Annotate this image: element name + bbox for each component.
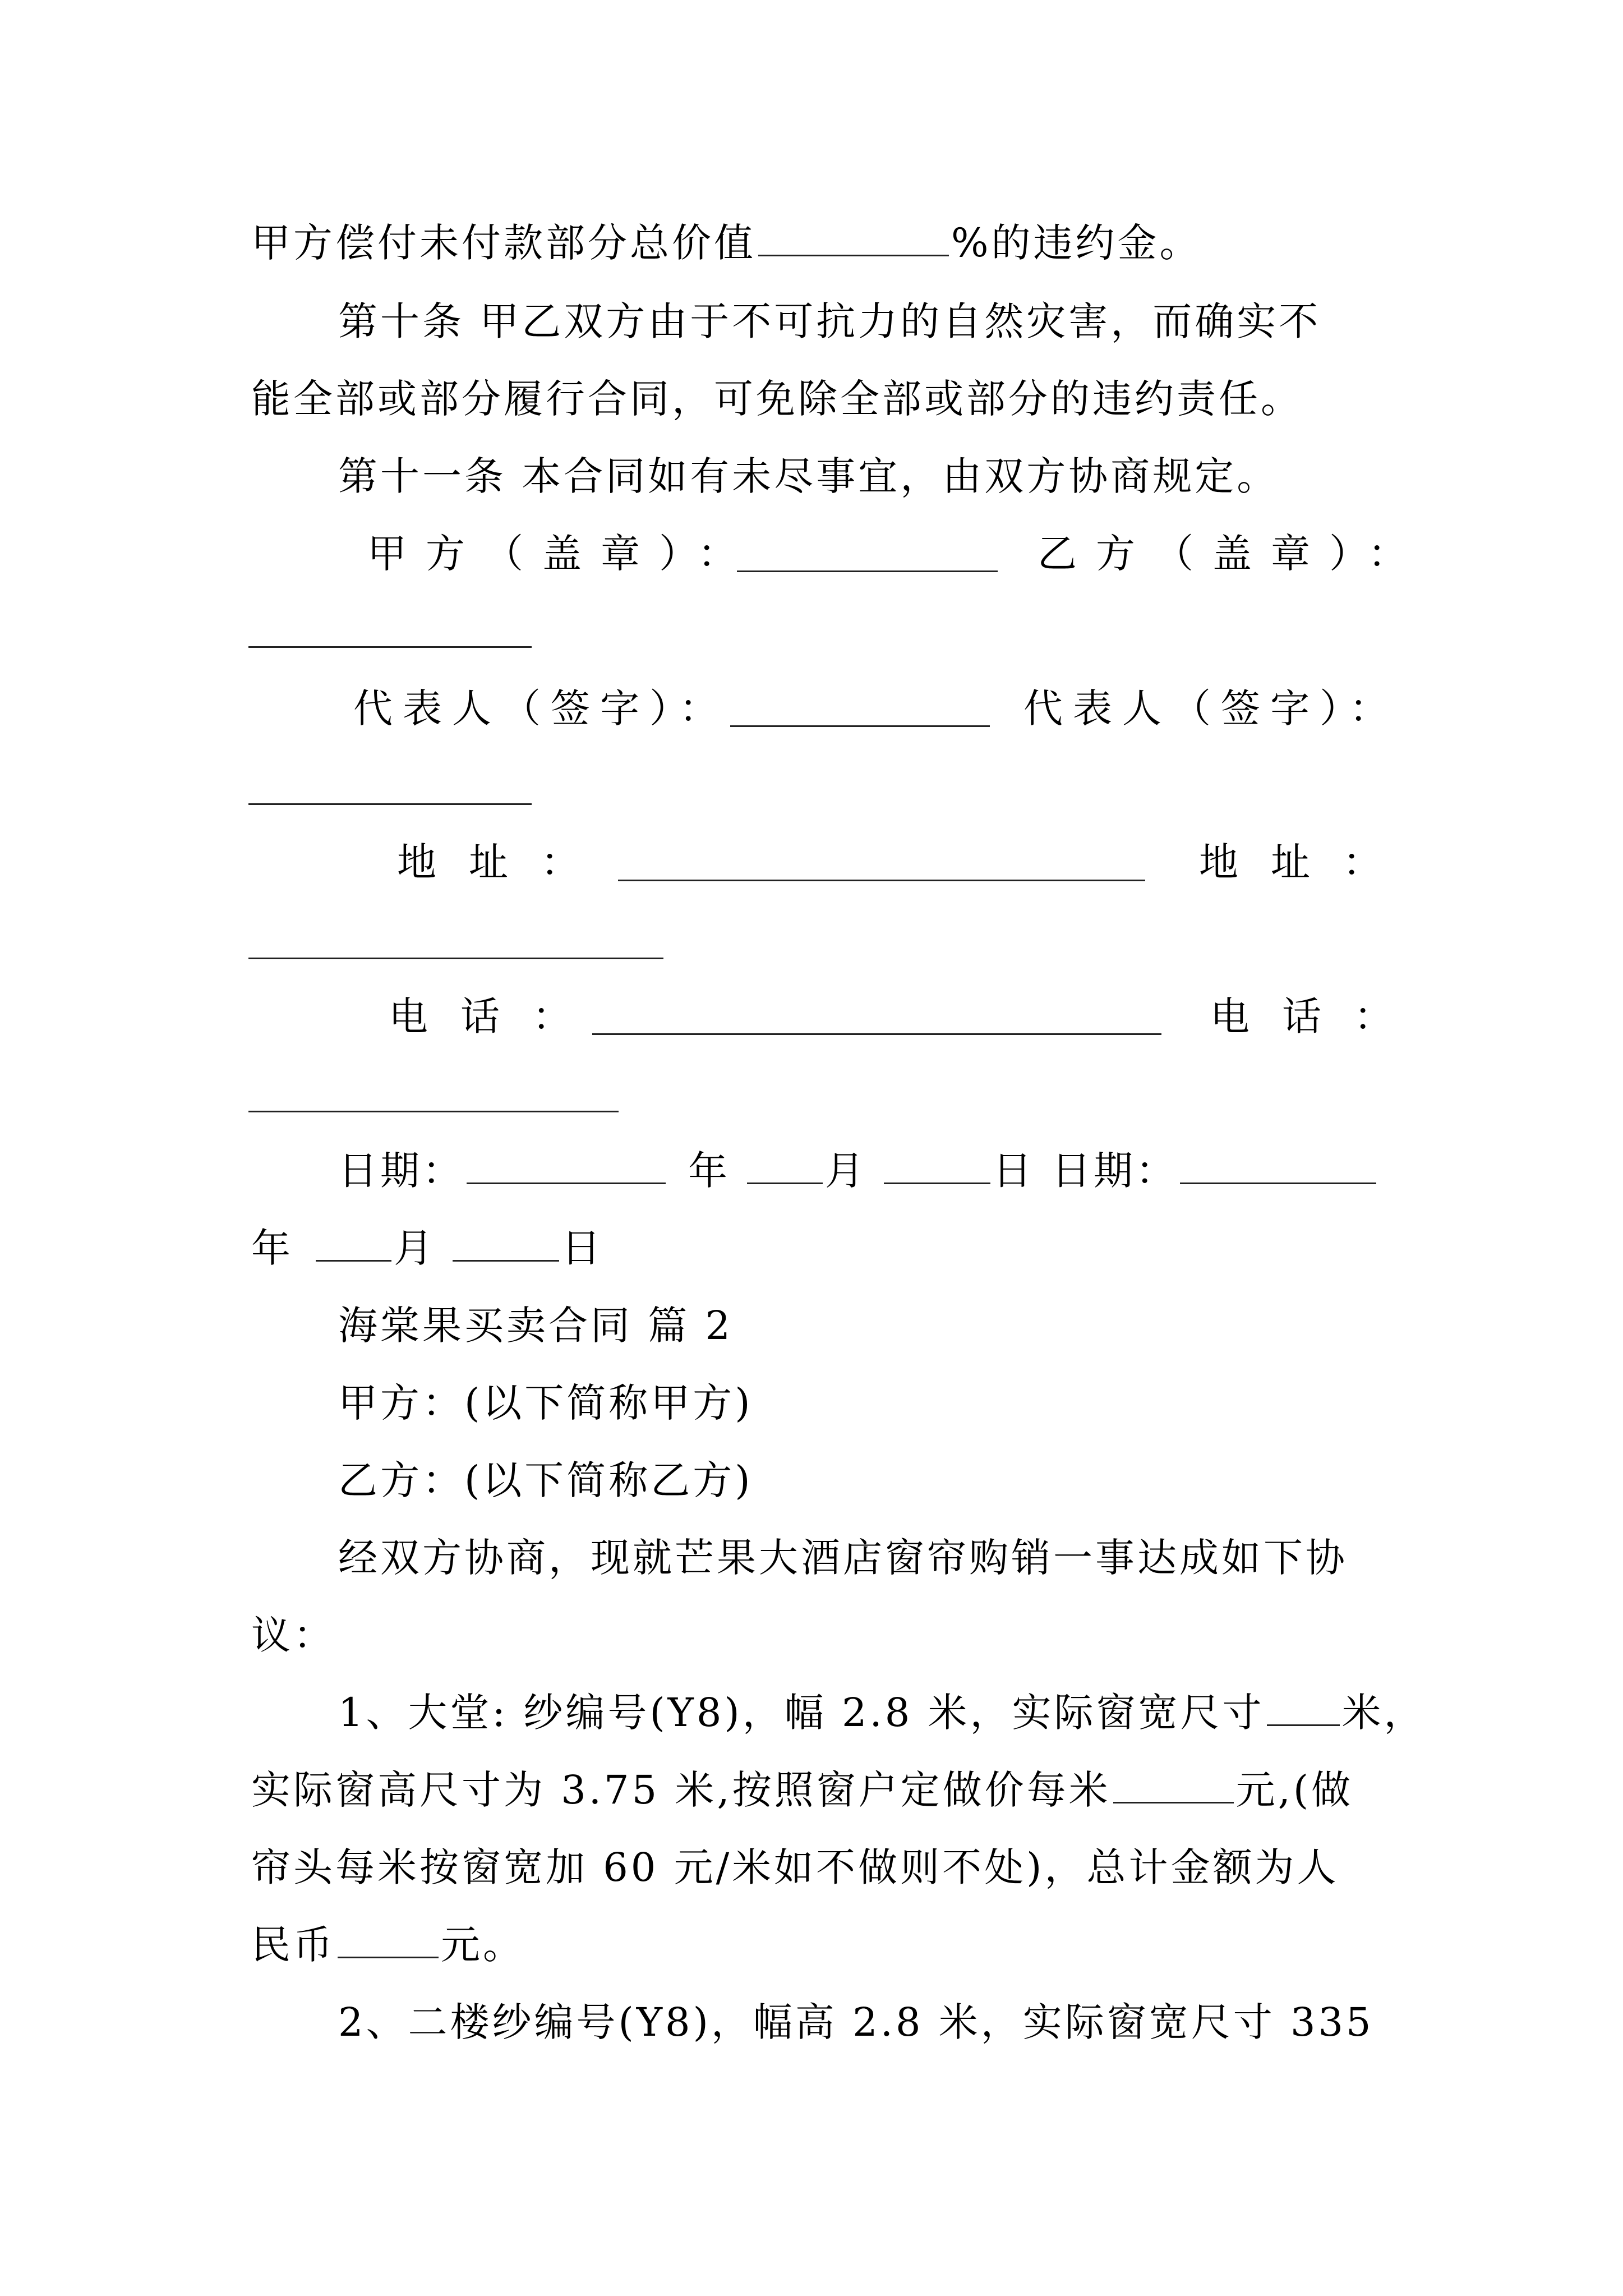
item-1-text-a: 1、大堂: 纱编号(Y8)，幅 2.8 米，实际窗宽尺寸 <box>338 1690 1265 1736</box>
address-b-label: 地址： <box>1199 839 1414 885</box>
section-2-party-a: 甲方：(以下简称甲方) <box>338 1380 753 1426</box>
intro-line-2: 议： <box>251 1612 335 1658</box>
article-10-line-2: 能全部或部分履行合同，可免除全部或部分的违约责任。 <box>251 376 1303 422</box>
blank-penalty-percent[interactable] <box>758 255 949 256</box>
date-b-year: 年 <box>251 1225 293 1271</box>
penalty-line <box>251 220 1202 266</box>
date-a-line <box>338 1148 1378 1194</box>
date-b-line <box>251 1225 603 1271</box>
party-b-seal-label: 乙方（盖章）： <box>1038 531 1426 577</box>
blank-date-a-day[interactable] <box>884 1182 990 1184</box>
item-1-text-d: 元,(做 <box>1235 1767 1354 1813</box>
article-10-line-1: 第十条 甲乙双方由于不可抗力的自然灾害，而确实不 <box>338 298 1321 344</box>
blank-date-b-year[interactable] <box>1180 1182 1376 1184</box>
section-2-party-b: 乙方：(以下简称乙方) <box>338 1457 753 1503</box>
blank-date-a-year[interactable] <box>467 1182 666 1184</box>
rep-b-label: 代表人（签字）： <box>1023 685 1399 731</box>
blank-phone-b[interactable] <box>248 1111 619 1112</box>
penalty-text: 甲方偿付未付款部分总价值 <box>251 220 756 266</box>
section-2-title: 海棠果买卖合同 篇 2 <box>338 1303 734 1349</box>
item-1-text-b: 米， <box>1341 1690 1426 1736</box>
item-1-line-3: 帘头每米按窗宽加 60 元/米如不做则不处)，总计金额为人 <box>251 1844 1339 1890</box>
blank-window-width[interactable] <box>1267 1724 1340 1726</box>
date-a-label: 日期： <box>338 1148 464 1194</box>
blank-date-b-day[interactable] <box>453 1260 559 1262</box>
item-1-text-f: 元。 <box>441 1922 525 1968</box>
blank-address-a[interactable] <box>618 880 1145 881</box>
phone-a-label: 电话： <box>389 993 604 1039</box>
date-b-day: 日 <box>561 1225 603 1271</box>
blank-rep-a[interactable] <box>730 725 990 727</box>
blank-date-a-month[interactable] <box>747 1182 823 1184</box>
item-1-text-c: 实际窗高尺寸为 3.75 米,按照窗户定做价每米 <box>251 1767 1111 1813</box>
blank-phone-a[interactable] <box>592 1033 1161 1035</box>
party-a-seal-label: 甲方（盖章）： <box>367 531 756 577</box>
date-a-year: 年 <box>688 1148 730 1194</box>
blank-date-b-month[interactable] <box>316 1260 391 1262</box>
date-a-day: 日 <box>993 1148 1035 1194</box>
item-1-line-1 <box>338 1690 1426 1736</box>
blank-price-per-meter[interactable] <box>1113 1802 1234 1803</box>
item-1-line-2 <box>251 1767 1354 1813</box>
blank-rep-b[interactable] <box>248 803 532 805</box>
penalty-suffix: %的违约金。 <box>951 220 1202 266</box>
date-b-month: 月 <box>394 1225 436 1271</box>
blank-party-a-seal[interactable] <box>737 570 998 572</box>
address-a-label: 地址： <box>397 839 612 885</box>
intro-line-1: 经双方协商，现就芒果大酒店窗帘购销一事达成如下协 <box>338 1535 1348 1581</box>
blank-party-b-seal[interactable] <box>248 646 532 648</box>
rep-a-label: 代表人（签字）： <box>353 685 728 731</box>
item-1-text-e: 民币 <box>251 1922 335 1968</box>
article-11: 第十一条 本合同如有未尽事宜，由双方协商规定。 <box>338 453 1279 499</box>
item-1-line-4 <box>251 1922 525 1968</box>
date-b-label: 日期： <box>1052 1148 1178 1194</box>
phone-b-label: 电话： <box>1210 993 1426 1039</box>
item-2-line-1: 2、二楼纱编号(Y8)，幅高 2.8 米，实际窗宽尺寸 335 <box>338 1999 1374 2045</box>
date-a-month: 月 <box>825 1148 867 1194</box>
blank-address-b[interactable] <box>248 958 663 959</box>
blank-total-amount[interactable] <box>338 1957 439 1958</box>
